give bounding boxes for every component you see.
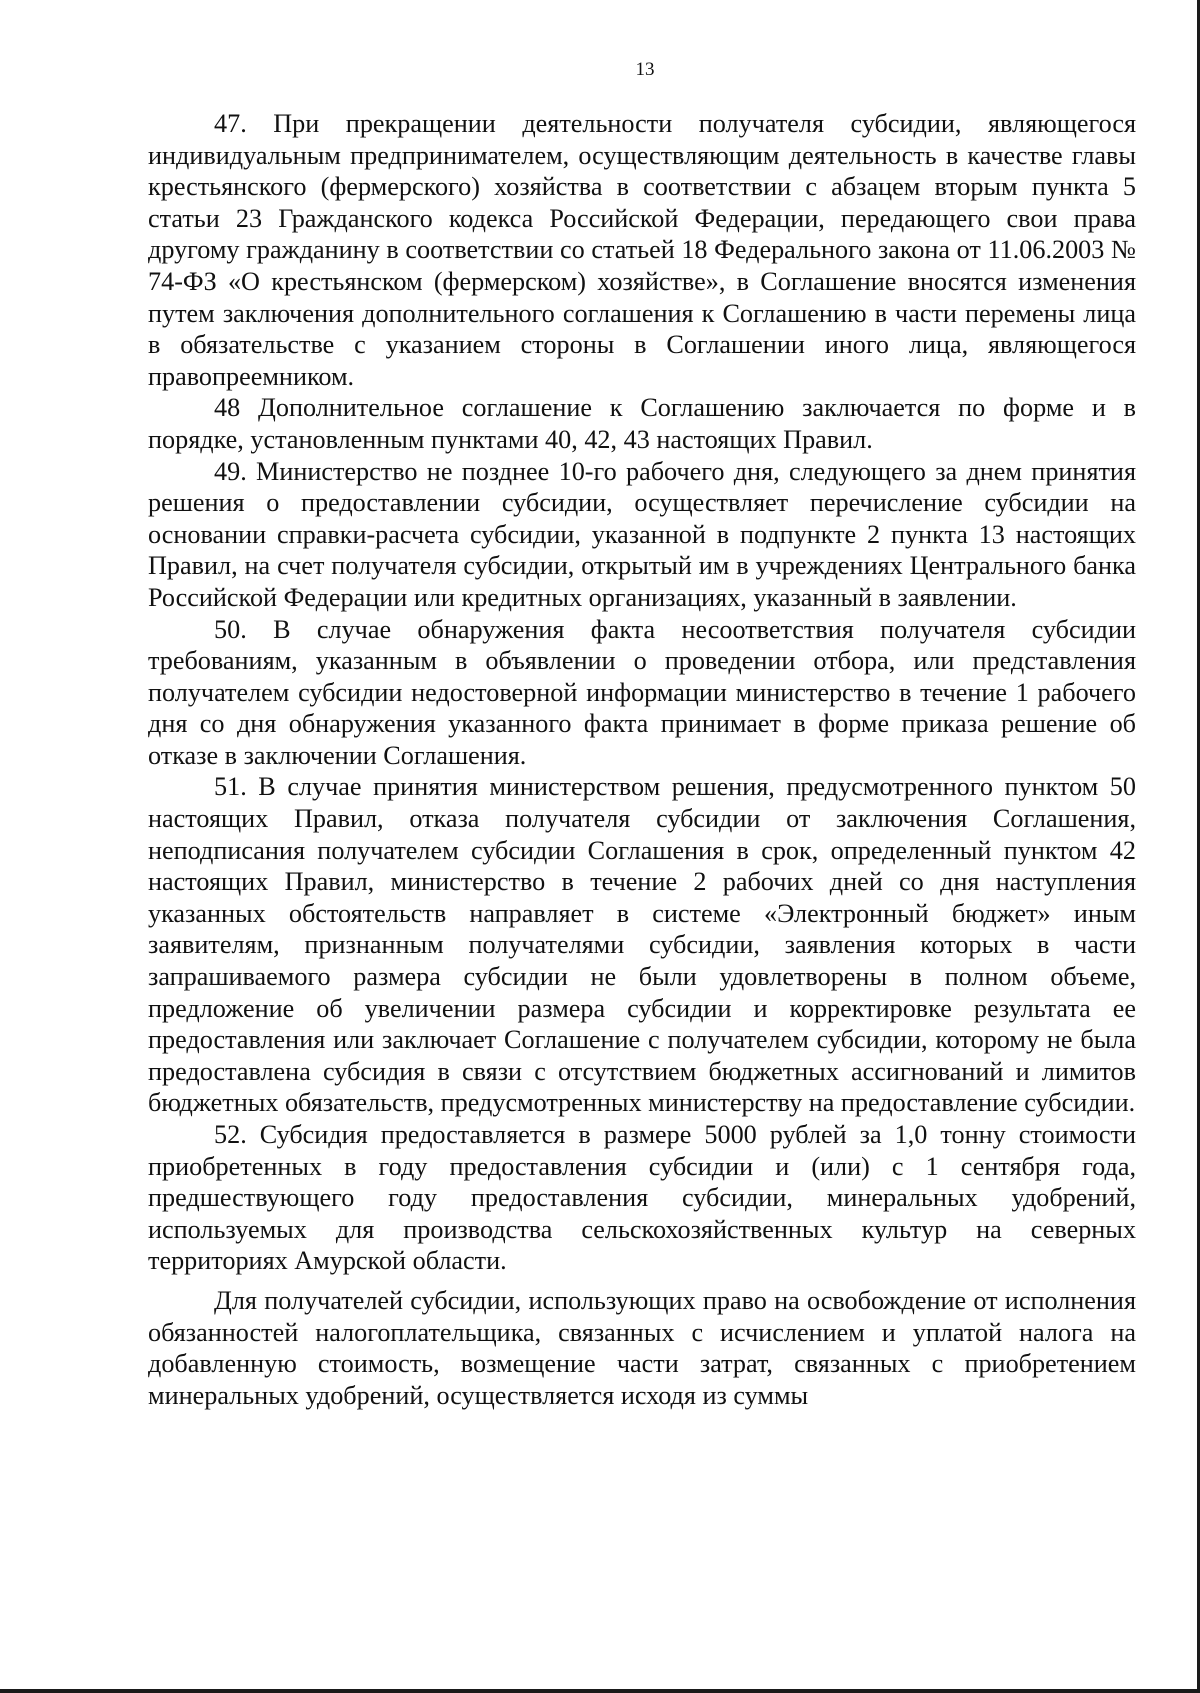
paragraph-50: 50. В случае обнаружения факта несоответствия получателя субсидии требованиям, указанным в объявлении о проведении отбора, или представления получателем субсидии недостоверной информации министерство в течение 1 рабочего дня со дня обнаружения указанного факта принимает в форме приказа решение об отказе в заключении Соглашения. bbox=[148, 614, 1136, 770]
page-bottom-border bbox=[0, 1689, 1200, 1693]
document-body bbox=[148, 108, 1136, 1411]
paragraph-49: 49. Министерство не позднее 10-го рабочего дня, следующего за днем принятия решения о предоставлении субсидии, осуществляет перечисление субсидии на основании справки-расчета субсидии, указанной в подпункте 2 пункта 13 настоящих Правил, на счет получателя субсидии, открытый им в учреждениях Центрального банка Российской Федерации или кредитных организациях, указанный в заявлении. bbox=[148, 456, 1136, 612]
page-number: 13 bbox=[635, 59, 655, 80]
paragraph-52-continuation: Для получателей субсидии, использующих право на освобождение от исполнения обязанностей налогоплательщика, связанных с исчислением и уплатой налога на добавленную стоимость, возмещение части затрат, связанных с приобретением минеральных удобрений, осуществляется исходя из суммы bbox=[148, 1285, 1136, 1410]
paragraph-48: 48 Дополнительное соглашение к Соглашению заключается по форме и в порядке, установленным пунктами 40, 42, 43 настоящих Правил. bbox=[148, 393, 1136, 454]
paragraph-52: 52. Субсидия предоставляется в размере 5000 рублей за 1,0 тонну стоимости приобретенных в году предоставления субсидии и (или) с 1 сентября года, предшествующего году предоставления субсидии, минеральных удобрений, используемых для производства сельскохозяйственных культур на северных территориях Амурской области. bbox=[148, 1120, 1136, 1276]
paragraph-47: 47. При прекращении деятельности получателя субсидии, являющегося индивидуальным предпринимателем, осуществляющим деятельность в качестве главы крестьянского (фермерского) хозяйства в соответствии с абзацем вторым пункта 5 статьи 23 Гражданского кодекса Российской Федерации, передающего свои права другому гражданину в соответствии со статьей 18 Федерального закона от 11.06.2003 № 74-ФЗ «О крестьянском (фермерском) хозяйстве», в Соглашение вносятся изменения путем заключения дополнительного соглашения к Соглашению в части перемены лица в обязательстве с указанием стороны в Соглашении иного лица, являющегося правопреемником. bbox=[148, 109, 1136, 391]
paragraph-51: 51. В случае принятия министерством решения, предусмотренного пунктом 50 настоящих Правил, отказа получателя субсидии от заключения Соглашения, неподписания получателем субсидии Соглашения в срок, определенный пунктом 42 настоящих Правил, министерство в течение 2 рабочих дней со дня наступления указанных обстоятельств направляет в системе «Электронный бюджет» иным заявителям, признанным получателями субсидии, заявления которых в части запрашиваемого размера субсидии не были удовлетворены в полном объеме, предложение об увеличении размера субсидии и корректировке результата ее предоставления или заключает Соглашение с получателем субсидии, которому не была предоставлена субсидия в связи с отсутствием бюджетных ассигнований и лимитов бюджетных обязательств, предусмотренных министерству на предоставление субсидии. bbox=[148, 772, 1136, 1118]
